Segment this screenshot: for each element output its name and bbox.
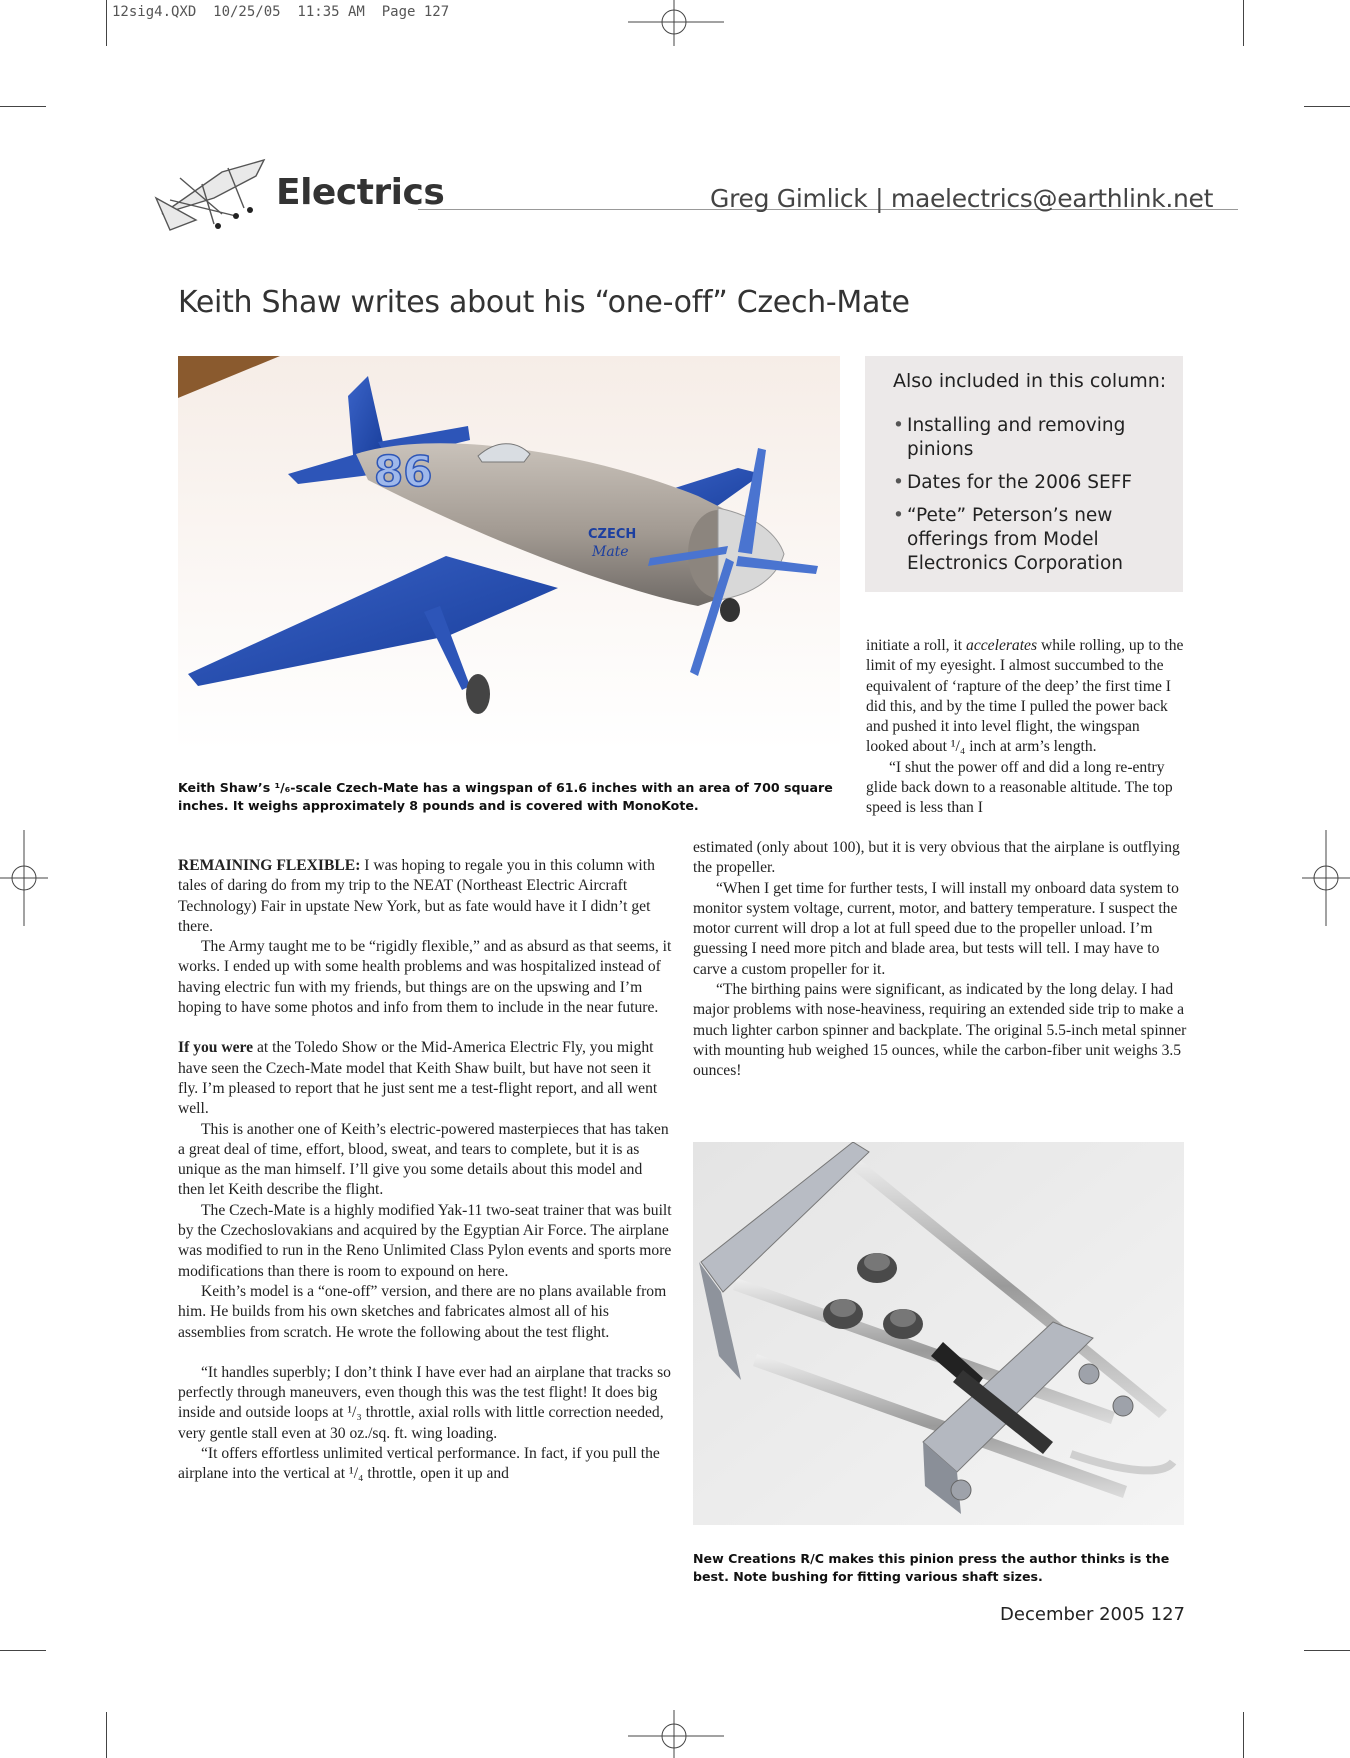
sidebar-item: • Dates for the 2006 SEFF [893, 472, 1132, 493]
paragraph: The Czech-Mate is a highly modified Yak-11 two-seat trainer that was built by the Czechoslovakians and acquired by the Egyptian Air Force. The airplane was modified to run in the Reno Unlimited Class Pylon events and sports more modifications than there is room to expound on here. [178, 1201, 672, 1280]
registration-mark-top [628, 0, 724, 48]
article-text-right-top [866, 636, 1186, 819]
czech-mate-photo [178, 356, 840, 751]
paragraph: “It handles superbly; I don’t think I have ever had an airplane that tracks so perfectly through maneuvers, even though this was the test flight! It does big inside and outside loops at ¹/₃ throttle, axial rolls with little correction needed, very gentle stall even at 30 oz./sq. ft. wing loading. [178, 1363, 671, 1442]
paragraph: “It offers effortless unlimited vertical performance. In fact, if you pull the airplane into the vertical at ¹/₄ throttle, open it up and [178, 1445, 660, 1483]
section-title: Electrics [276, 172, 445, 213]
sidebar-list [893, 414, 1163, 585]
sidebar-item: • Installing and removing pinions [893, 415, 1126, 460]
nose-lettering: CZECH [588, 527, 637, 542]
airplane-logo-icon [152, 154, 270, 236]
paragraph: REMAINING FLEXIBLE: I was hoping to regale you in this column with tales of daring do from my trip to the NEAT (Northeast Electric Aircraft Technology) Fair in upstate New York, but as fate would have it I didn’t get there. [178, 857, 655, 935]
printer-slug: 12sig4.QXD 10/25/05 11:35 AM Page 127 [112, 4, 450, 20]
paragraph: “I shut the power off and did a long re-entry glide back down to a reasonable altitude. The top speed is less than I [866, 758, 1173, 817]
registration-mark-bottom [628, 1710, 724, 1758]
photo-caption-airplane: Keith Shaw’s ¹/₆-scale Czech-Mate has a wingspan of 61.6 inches with an area of 700 square inches. It weighs approximately 8 pounds and is covered with MonoKote. [178, 780, 833, 813]
article-text-left [178, 856, 672, 1485]
paragraph: initiate a roll, it accelerates while rolling, up to the limit of my eyesight. I almost succumbed to the equivalent of ‘rapture of the deep’ the first time I did this, and by the time I pulled the power back and pushed it into level flight, the wingspan looked about ¹/₄ inch at arm’s length. [866, 637, 1184, 756]
sidebar-box [865, 356, 1183, 592]
page-folio: December 2005 127 [1000, 1604, 1185, 1625]
paragraph: Keith’s model is a “one-off” version, and there are no plans available from him. He builds from his own sketches and fabricates almost all of his assemblies from scratch. He wrote the following about the test flight. [178, 1282, 667, 1341]
paragraph: This is another one of Keith’s electric-powered masterpieces that has taken a great deal of time, effort, blood, sweat, and tears to complete, but it is as unique as the man himself. I’ll give you some details about this model and then let Keith describe the flight. [178, 1120, 669, 1199]
paragraph: The Army taught me to be “rigidly flexible,” and as absurd as that seems, it works. I ended up with some health problems and was hospitalized instead of having electric fun with my friends, but things are on the upswing and I’m hoping to have some photos and info from them to include in the near future. [178, 938, 672, 1017]
sidebar-item: • “Pete” Peterson’s new offerings from Model Electronics Corporation [893, 505, 1123, 574]
paragraph: “The birthing pains were significant, as indicated by the long delay. I had major problems with nose-heaviness, requiring an extended side trip to make a much lighter carbon spinner and backplate. The original 5.5-inch metal spinner with mounting hub weighed 15 ounces, while the carbon-fiber unit weighs 3.5 ounces! [693, 981, 1187, 1080]
registration-mark-left [0, 830, 48, 926]
pinion-press-photo [693, 1142, 1184, 1525]
author-byline: Greg Gimlick | maelectrics@earthlink.net [710, 184, 1214, 213]
article-text-right [693, 838, 1187, 1082]
paragraph: “When I get time for further tests, I will install my onboard data system to monitor system voltage, current, motor, and battery temperature. I suspect the motor current will drop a lot at full speed due to the propeller unload. I’m guessing I need more pitch and blade area, but tests will tell. I may have to carve a custom propeller for it. [693, 879, 1179, 978]
paragraph: If you were at the Toledo Show or the Mid-America Electric Fly, you might have seen the Czech-Mate model that Keith Shaw built, but have not seen it fly. I’m pleased to report that he just sent me a test-flight report, and all went well. [178, 1039, 658, 1118]
race-number: 86 [374, 447, 433, 496]
photo-caption-pinion-press: New Creations R/C makes this pinion press the author thinks is the best. Note bushing for fitting various shaft sizes. [693, 1551, 1170, 1584]
article-headline: Keith Shaw writes about his “one-off” Czech-Mate [178, 285, 910, 320]
sidebar-title: Also included in this column: [893, 370, 1167, 392]
registration-mark-right [1302, 830, 1350, 926]
nose-lettering-mate: Mate [592, 544, 629, 560]
paragraph: estimated (only about 100), but it is very obvious that the airplane is outflying the propeller. [693, 839, 1180, 877]
